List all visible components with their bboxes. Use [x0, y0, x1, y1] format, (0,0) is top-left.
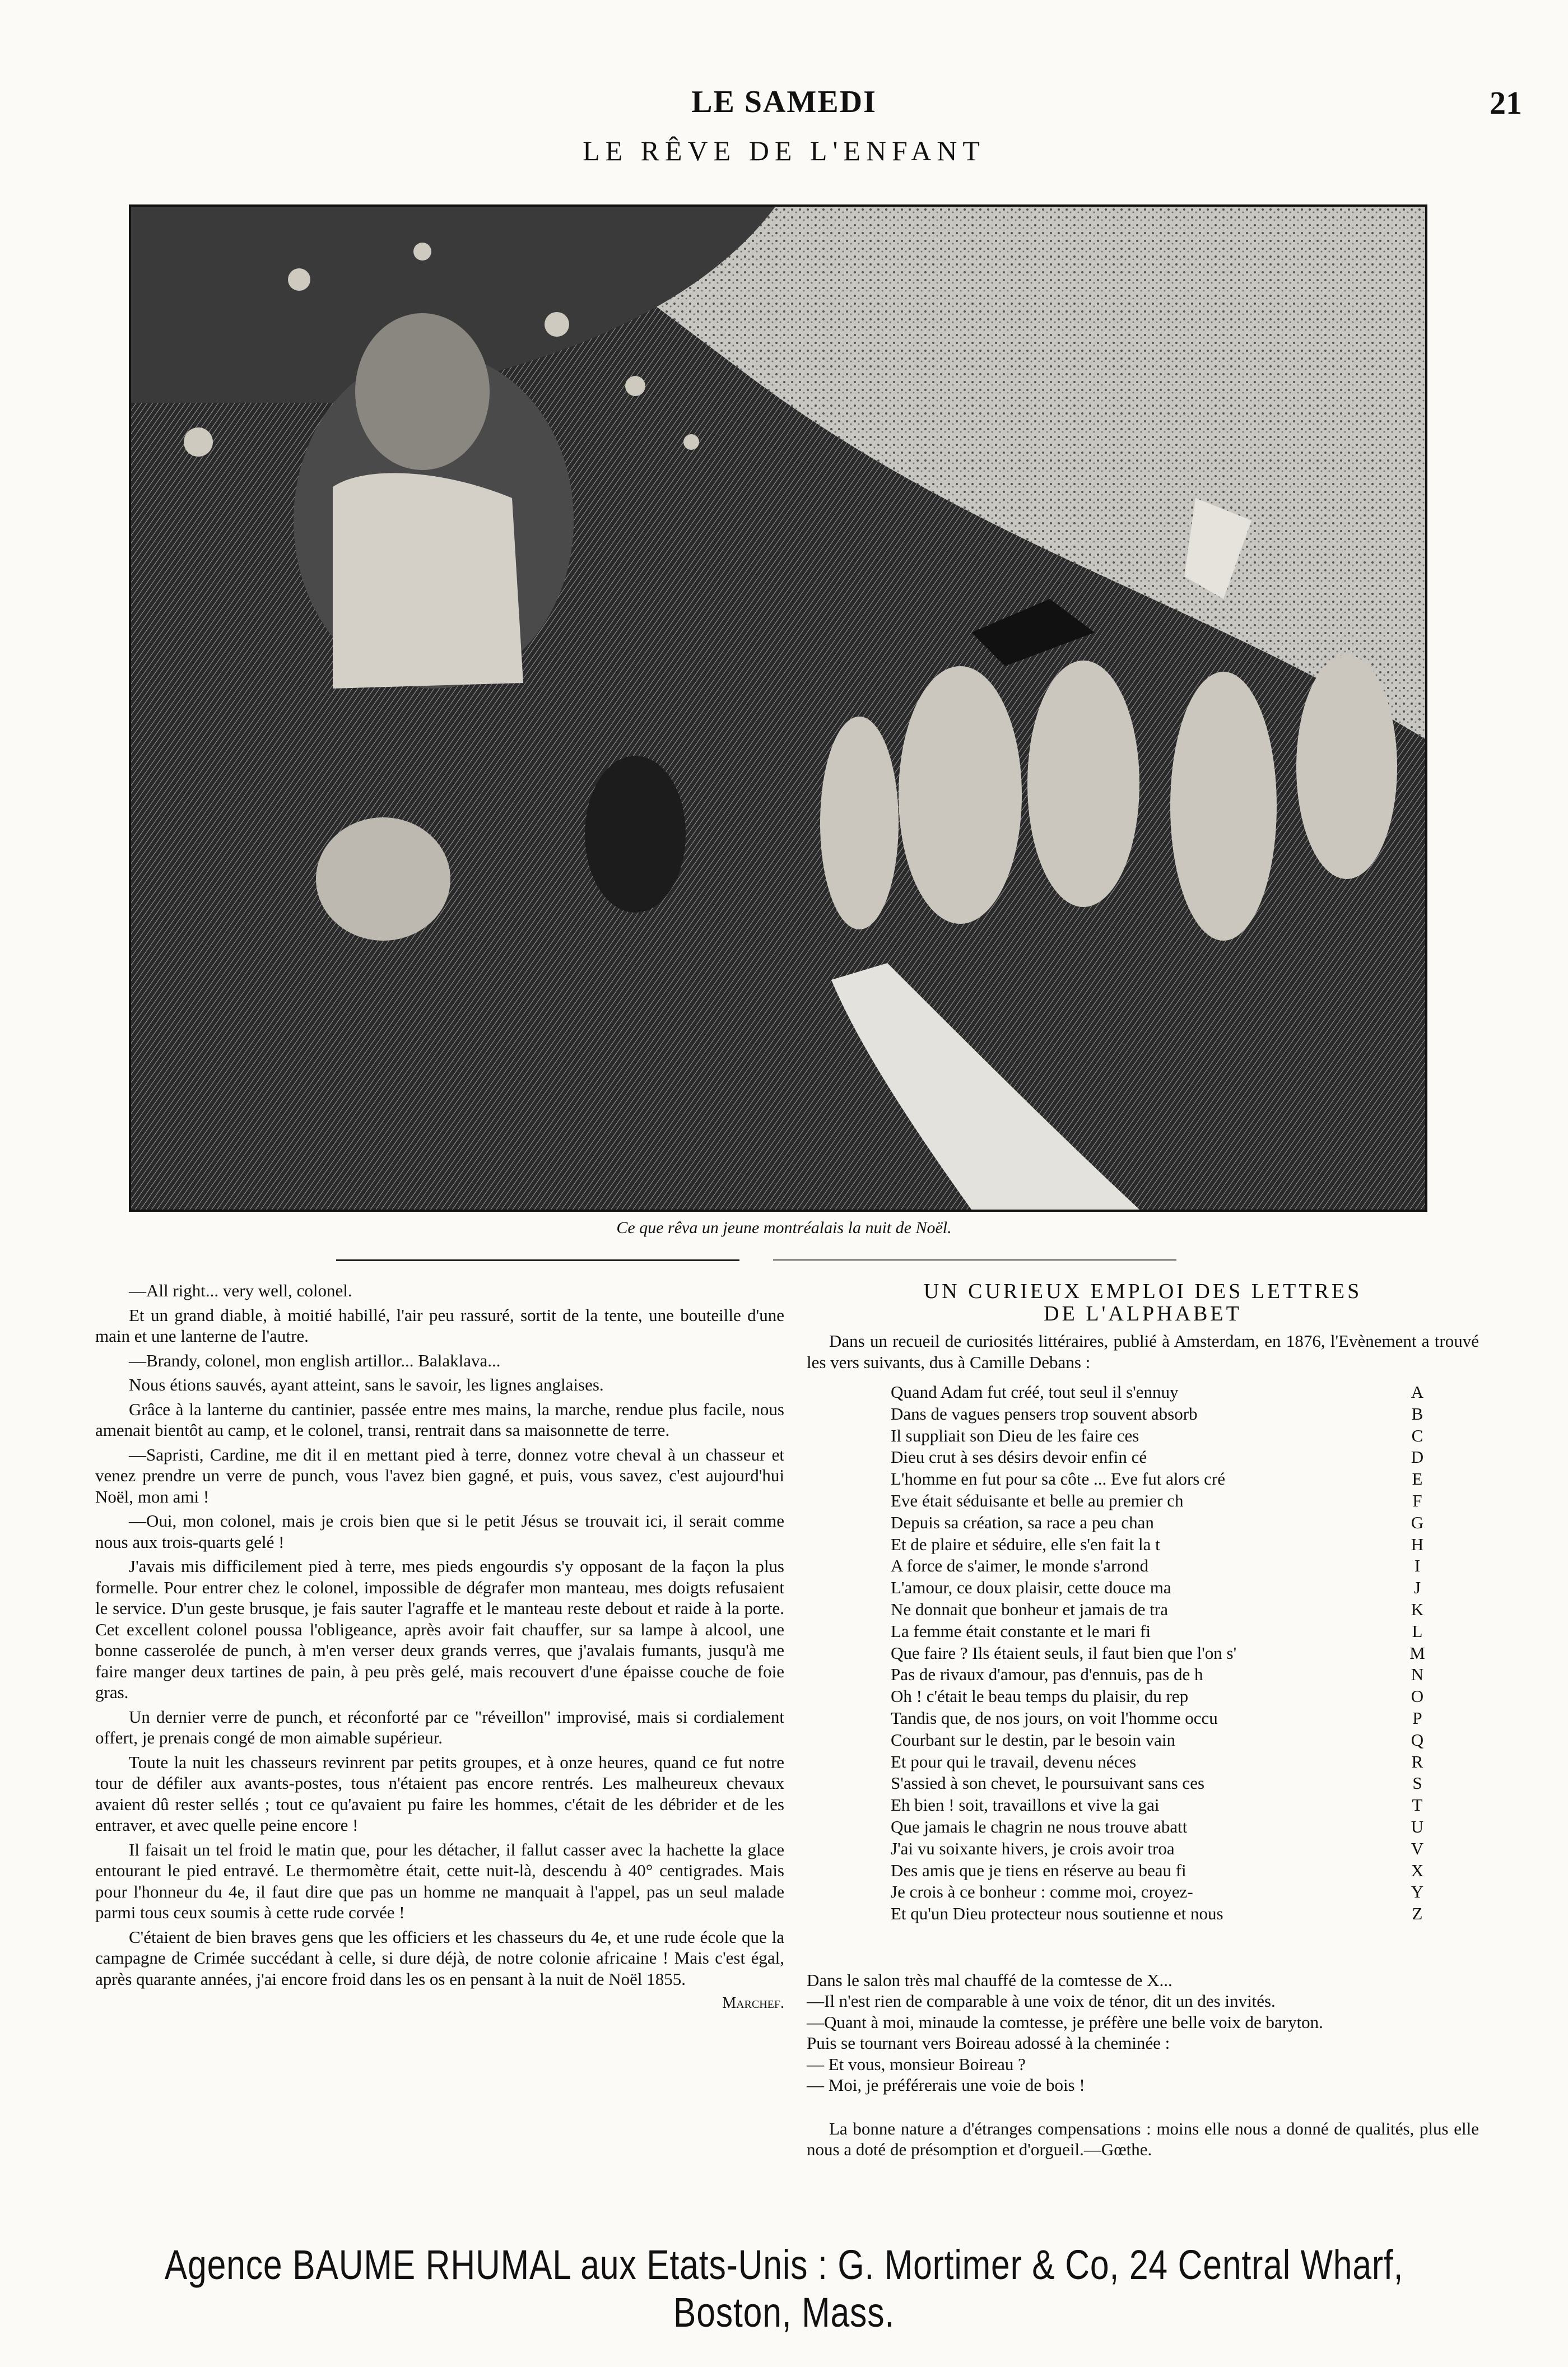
poem-verse: [891, 1468, 1429, 1490]
poem-verse: [891, 1382, 1429, 1403]
page-number: 21: [1490, 85, 1522, 121]
divider-rule: [336, 1259, 739, 1261]
verse-letter: U: [1411, 1816, 1424, 1836]
verse-text: Que jamais le chagrin ne nous trouve abatt: [891, 1816, 1188, 1836]
child-dress: [333, 473, 523, 689]
poem-verse: [891, 1425, 1429, 1447]
verse-text: Des amis que je tiens en réserve au beau fi: [891, 1860, 1187, 1880]
illustration-title: LE RÊVE DE L'ENFANT: [583, 135, 985, 166]
anecdote-line: —Il n'est rien de comparable à une voix de ténor, dit un des invités.: [807, 1991, 1276, 2011]
verse-text: Ne donnait que bonheur et jamais de tra: [891, 1599, 1168, 1619]
verse-text: La femme était constante et le mari fi: [891, 1621, 1151, 1641]
story-paragraph: Un dernier verre de punch, et réconforté par ce "réveillon" improvisé, mais si cordialement offert, je prenais congé de mon aimable supérieur.: [95, 1706, 784, 1747]
poem-verse: [891, 1903, 1429, 1925]
masthead: LE SAMEDI: [691, 85, 877, 119]
divider-rule: [773, 1259, 1176, 1261]
article-title: UN CURIEUX EMPLOI DES LETTRES: [923, 1280, 1362, 1303]
anecdote-line: Dans le salon très mal chauffé de la comtesse de X...: [807, 1970, 1172, 1990]
poem-verse: [891, 1512, 1429, 1534]
verse-text: Courbant sur le destin, par le besoin vain: [891, 1729, 1175, 1750]
christmas-dream-engraving: [129, 204, 1427, 1212]
poem-verse: [891, 1729, 1429, 1751]
anecdote-line: — Moi, je préférerais une voie de bois !: [807, 2075, 1085, 2095]
story-paragraph: —Sapristi, Cardine, me dit il en mettant pied à terre, donnez votre cheval à un chasseur et venez prendre un verre de punch, vous l'avez bien gagné, et puis, vous savez, c'est aujourd'hui Noël, mon ami !: [95, 1444, 784, 1506]
poem-verse: [891, 1708, 1429, 1729]
verse-letter: S: [1412, 1773, 1422, 1793]
anecdote-line: —Quant à moi, minaude la comtesse, je préfère une belle voix de baryton.: [807, 2012, 1323, 2032]
verse-letter: K: [1411, 1599, 1424, 1619]
poem-verse: [891, 1555, 1429, 1577]
toy-figure: [316, 817, 450, 941]
poem-verse: [891, 1816, 1429, 1838]
article-column: [807, 1280, 1479, 2178]
poem-verse: [891, 1794, 1429, 1816]
story-paragraph: Il faisait un tel froid le matin que, pour les détacher, il fallut casser avec la hachette la glace entourant le pied entravé. Le thermomètre était, cette nuit-là, descendu à 40° centigrades. Mais pour l'honneur du 4e, il faut dire que pas un homme ne manquait à l'appel, pas un seul malade parmi tous ceux soumis à cette rude corvée !: [95, 1839, 784, 1922]
poem-verse: [891, 1881, 1429, 1903]
story-paragraph: Toute la nuit les chasseurs revinrent par petits groupes, et à onze heures, quand ce fut notre tour de défiler aux avants-postes, tous n'étaient pas encore rentrés. Les malheureux chevaux avaient dû rester sellés ; tout ce qu'avaient pu faire les hommes, c'était de les débrider et de les entraver, et avec quelle peine encore !: [95, 1752, 784, 1835]
story-signature: Marchef.: [722, 1994, 784, 2012]
story-paragraph: Et un grand diable, à moitié habillé, l'air peu rassuré, sortit de la tente, une bouteille d'une main et une lanterne de l'autre.: [95, 1305, 784, 1346]
verse-letter: X: [1411, 1860, 1424, 1880]
verse-letter: E: [1412, 1469, 1423, 1489]
child-head: [355, 313, 490, 470]
verse-letter: G: [1411, 1512, 1424, 1532]
verse-text: Et pour qui le travail, devenu néces: [891, 1751, 1137, 1771]
anecdote: [807, 1970, 1479, 2096]
poem-verse: [891, 1534, 1429, 1556]
poem-verse: [891, 1860, 1429, 1882]
story-paragraph: —Oui, mon colonel, mais je crois bien que si le petit Jésus se trouvait ici, il serait comme nous aux trois-quarts gelé !: [95, 1511, 784, 1552]
verse-letter: Y: [1411, 1882, 1424, 1902]
verse-letter: N: [1411, 1664, 1424, 1685]
verse-text: Il suppliait son Dieu de les faire ces: [891, 1425, 1139, 1445]
alphabet-poem: [891, 1382, 1429, 1925]
story-paragraph: Nous étions sauvés, ayant atteint, sans le savoir, les lignes anglaises.: [129, 1375, 604, 1394]
poem-verse: [891, 1838, 1429, 1860]
verse-text: Oh ! c'était le beau temps du plaisir, du rep: [891, 1686, 1189, 1706]
story-paragraph: C'étaient de bien braves gens que les officiers et les chasseurs du 4e, et une rude école que la campagne de Crimée succédant à celle, si dure déjà, de notre colonie africaine ! Mais c'est égal, après quarante années, j'ai encore froid dans les os en pensant à la nuit de Noël 1855.: [95, 1927, 784, 1989]
poem-verse: [891, 1490, 1429, 1512]
story-paragraph: J'avais mis difficilement pied à terre, mes pieds engourdis s'y opposant de la façon la plus formelle. Pour entrer chez le colonel, impossible de dégrafer mon manteau, mes doigts refusaient le service. D'un geste brusque, je fais sauter l'agraffe et le manteau reste debout et raide à la porte. Cet excellent colonel poussa l'obligeance, après avoir fait chauffer, sur sa lampe à alcool, une bonne casserolée de punch, à m'en verser deux grands verres, que j'avalais fumants, jusqu'à me faire manger deux tartines de pain, à peu près gelé, mais recouvert d'une épaisse couche de foie gras.: [95, 1556, 784, 1702]
poem-verse: [891, 1643, 1429, 1664]
verse-letter: V: [1411, 1838, 1424, 1858]
illustration-caption: Ce que rêva un jeune montréalais la nuit de Noël.: [616, 1219, 952, 1237]
anecdote-line: Puis se tournant vers Boireau adossé à la cheminée :: [807, 2033, 1170, 2053]
verse-letter: A: [1411, 1382, 1424, 1402]
verse-text: Dans de vagues pensers trop souvent absorb: [891, 1403, 1198, 1424]
verse-letter: P: [1412, 1708, 1422, 1728]
verse-text: Je crois à ce bonheur : comme moi, croyez-: [891, 1882, 1193, 1902]
story-paragraph: —All right... very well, colonel.: [129, 1281, 352, 1300]
verse-letter: Q: [1411, 1729, 1424, 1750]
verse-letter: H: [1411, 1534, 1424, 1554]
poem-verse: [891, 1751, 1429, 1773]
verse-text: Eh bien ! soit, travaillons et vive la gai: [891, 1795, 1160, 1815]
verse-text: S'assied à son chevet, le poursuivant sans ces: [891, 1773, 1205, 1793]
advertisement-banner: Agence BAUME RHUMAL aux Etats-Unis : G. Mortimer & Co, 24 Central Wharf, Boston, Mass.: [164, 2242, 1404, 2336]
toy-doll-dark: [585, 756, 686, 913]
verse-text: A force de s'aimer, le monde s'arrond: [891, 1556, 1149, 1576]
verse-text: J'ai vu soixante hivers, je crois avoir troa: [891, 1838, 1175, 1858]
verse-text: L'amour, ce doux plaisir, cette douce ma: [891, 1578, 1171, 1598]
verse-text: L'homme en fut pour sa côte ... Eve fut alors cré: [891, 1469, 1225, 1489]
article-subtitle: DE L'ALPHABET: [1044, 1302, 1242, 1326]
verse-text: Eve était séduisante et belle au premier ch: [891, 1490, 1184, 1510]
poem-verse: [891, 1621, 1429, 1643]
verse-text: Depuis sa création, sa race a peu chan: [891, 1512, 1154, 1532]
story-paragraph: Grâce à la lanterne du cantinier, passée entre mes mains, la marche, rendue plus facile, nous amenait bientôt au camp, et le colonel, transi, rentrait dans sa maisonnette de terre.: [95, 1399, 784, 1440]
poem-verse: [891, 1686, 1429, 1708]
poem-verse: [891, 1447, 1429, 1468]
verse-letter: J: [1413, 1578, 1421, 1598]
verse-text: Dieu crut à ses désirs devoir enfin cé: [891, 1447, 1147, 1467]
verse-letter: C: [1411, 1425, 1423, 1445]
poem-verse: [891, 1577, 1429, 1599]
verse-letter: Z: [1412, 1904, 1423, 1924]
poem-verse: [891, 1599, 1429, 1621]
anecdote-line: — Et vous, monsieur Boireau ?: [807, 2054, 1026, 2074]
verse-text: Pas de rivaux d'amour, pas d'ennuis, pas de h: [891, 1664, 1203, 1685]
verse-text: Quand Adam fut créé, tout seul il s'ennuy: [891, 1382, 1179, 1402]
poem-verse: [891, 1773, 1429, 1794]
verse-letter: I: [1414, 1556, 1421, 1576]
engraving-artwork: [131, 207, 1425, 1210]
verse-letter: B: [1411, 1403, 1423, 1424]
verse-text: Que faire ? Ils étaient seuls, il faut bien que l'on s': [891, 1643, 1237, 1663]
verse-text: Et qu'un Dieu protecteur nous soutienne et nous: [891, 1904, 1223, 1924]
poem-verse: [891, 1664, 1429, 1686]
verse-letter: M: [1409, 1643, 1425, 1663]
poem-verse: [891, 1403, 1429, 1425]
verse-text: Tandis que, de nos jours, on voit l'homme occu: [891, 1708, 1218, 1728]
verse-letter: R: [1411, 1751, 1423, 1771]
story-column: [95, 1280, 784, 2017]
verse-letter: O: [1411, 1686, 1424, 1706]
verse-letter: D: [1411, 1447, 1424, 1467]
goethe-maxim: La bonne nature a d'étranges compensations : moins elle nous a donné de qualités, plus elle nous a doté de présomption et d'orgueil.—Gœthe.: [807, 2118, 1479, 2160]
verse-letter: T: [1412, 1795, 1423, 1815]
article-intro: Dans un recueil de curiosités littéraires, publié à Amsterdam, en 1876, l'Evènement a trouvé les vers suivants, dus à Camille Debans :: [807, 1331, 1479, 1372]
verse-letter: F: [1412, 1490, 1422, 1510]
verse-letter: L: [1412, 1621, 1423, 1641]
story-paragraph: —Brandy, colonel, mon english artillor... Balaklava...: [129, 1350, 501, 1370]
verse-text: Et de plaire et séduire, elle s'en fait la t: [891, 1534, 1160, 1554]
